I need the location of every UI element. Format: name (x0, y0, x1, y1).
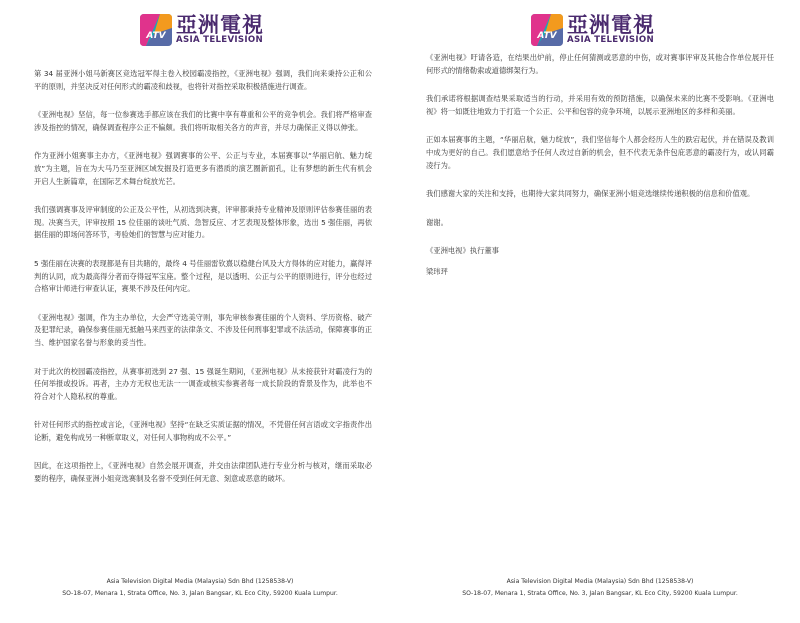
footer-company: Asia Television Digital Media (Malaysia) Sdn Bhd (1258538-V) (506, 578, 694, 585)
logo-chinese-name: 亞洲電視 (567, 12, 655, 37)
paragraph: 因此，在这项指控上，《亚洲电视》自然会展开调查，并交由法律团队进行专业分析与核对，继而采取必要的程序，确保亚洲小姐竞选赛制及名誉不受到任何无意、刻意或恶意的破坏。 (34, 461, 372, 484)
signature-name: 梁玮玶 (426, 266, 448, 276)
footer-address: SO-18-07, Menara 1, Strata Office, No. 3, Jalan Bangsar, KL Eco City, 59200 Kuala Lumpur. (462, 589, 738, 597)
letter-page-2 (400, 0, 800, 623)
paragraph: 对于此次的校园霸凌指控，从赛事初选到 27 强、15 强诞生期间，《亚洲电视》从未接获针对霸凌行为的任何举报或投诉。再者，主办方无权也无法一一调查或核实参赛者每一成长阶段的背景及作为，此举也不符合对个人隐私权的尊重。 (34, 366, 372, 401)
paragraph: 我们感谢大家的关注和支持，也期待大家共同努力，确保亚洲小姐竞选继续传递积极的信息和价值观。 (426, 189, 755, 199)
paragraph: 正如本届赛事的主题，“华丽启航，魅力绽放”，我们坚信每个人都会经历人生的跌宕起伏，并在错误及教训中成为更好的自己。我们愿意给予任何人改过自新的机会，但不代表无条件包庇恶意的霸凌行为，或认同霸凌行为。 (426, 135, 774, 170)
atv-mark-text: ATV (146, 31, 166, 41)
signature-title: 《亚洲电视》执行董事 (426, 246, 499, 256)
letter-body (34, 68, 372, 502)
logo-chinese-name: 亞洲電視 (176, 12, 264, 37)
paragraph: 我们强调赛事及评审制度的公正及公平性，从初选到决赛，评审都秉持专业精神及原则评估参赛佳丽的表现。决赛当天，评审按照 15 位佳丽的谈吐气质、急智反应、才艺表现及整体形象，选出 5 强佳丽，再依据佳丽的即场问答环节，考验她们的智慧与应对能力。 (34, 205, 372, 240)
letter-footer (400, 576, 800, 599)
closing: 谢谢。 (426, 217, 448, 227)
paragraph: 我们承诺将根据调查结果采取适当的行动，并采用有效的预防措施，以确保未来的比赛不受影响。《亚洲电视》将一如既往地致力于打造一个公正、公平和包容的竞争环境，以展示亚洲地区的多样和美丽。 (426, 94, 774, 116)
paragraph: 针对任何形式的指控或言论，《亚洲电视》坚持“在缺乏实质证据的情况，不凭借任何言语或文字指责作出论断，避免构成另一种断章取义，对任何人事物构成不公平。” (34, 420, 372, 442)
logo-english-name: ASIA TELEVISION (567, 35, 654, 45)
atv-logo-icon (531, 14, 563, 46)
paragraph: 作为亚洲小姐赛事主办方，《亚洲电视》强调赛事的公平、公正与专业，本届赛事以“华丽启航、魅力绽放”为主题，旨在为大马乃至亚洲区域发掘及打造更多有潜质的演艺圈新面孔，让有梦想的新生代有机会开启人生新篇章，在国际艺术舞台绽放光芒。 (34, 151, 372, 186)
letter-body (426, 52, 774, 295)
atv-logo (140, 14, 270, 50)
footer-address: SO-18-07, Menara 1, Strata Office, No. 3, Jalan Bangsar, KL Eco City, 59200 Kuala Lumpur. (62, 589, 338, 597)
paragraph: 《亚洲电视》坚信，每一位参赛选手都应该在我们的比赛中享有尊重和公平的竞争机会。我们将严格审查涉及指控的情况，确保调查程序公正不偏颇。我们将听取相关各方的声音，并尽力确保正义得以伸张。 (34, 110, 372, 132)
logo-english-name: ASIA TELEVISION (176, 35, 263, 45)
atv-mark-text: ATV (537, 31, 557, 41)
footer-company: Asia Television Digital Media (Malaysia) Sdn Bhd (1258538-V) (106, 578, 294, 585)
atv-logo (531, 14, 661, 50)
paragraph: 第 34 届亚洲小姐马新赛区竞选冠军得主卷入校园霸凌指控，《亚洲电视》强调，我们向来秉持公正和公平的原则，并坚决反对任何形式的霸凌和歧视，也将针对指控采取积极措施进行调查。 (34, 69, 372, 91)
paragraph: 《亚洲电视》强调，作为主办单位，大会严守选美守则，事先审核参赛佳丽的个人资料、学历资格、破产及犯罪纪录，确保参赛佳丽无抵触马来西亚的法律条文、不涉及任何刑事犯罪或不法活动，保障赛事的正当、维护国家名誉与形象的妥当性。 (34, 312, 372, 347)
paragraph: 5 强佳丽在决赛的表现都是有目共睹的，最终 4 号佳丽雷钦熹以稳健台风及大方得体的应对能力，赢得评判的认同，成为最高得分者而夺得冠军宝座。整个过程，是以透明、公正与公平的原则进行，评分也经过合格审计师进行审查认证，赛果不涉及任何内定。 (34, 258, 372, 294)
letter-footer (0, 576, 400, 599)
paragraph: 《亚洲电视》吁请各造，在结果出炉前，停止任何猜测或恶意的中伤，或对赛事评审及其他合作单位展开任何形式的情绪勒索或道德绑架行为。 (426, 53, 774, 75)
atv-logo-icon (140, 14, 172, 46)
